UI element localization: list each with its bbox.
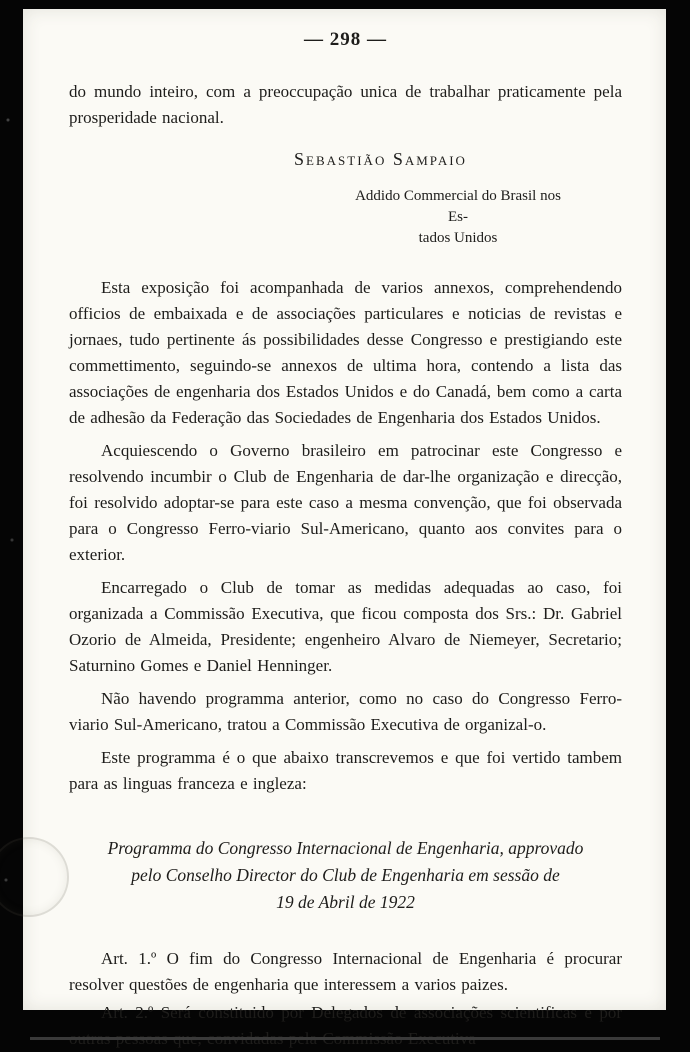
signature-title-line: Addido Commercial do Brasil nos Es-: [355, 188, 561, 225]
page-number: — 298 —: [304, 29, 387, 50]
scan-bottom-line: [30, 1037, 660, 1040]
scan-edge-noise: [0, 0, 23, 1050]
programme-heading-line: Programma do Congresso Internacional de Engenharia, approvado: [107, 838, 584, 858]
paragraph: Este programma é o que abaixo transcrevemos e que foi vertido tambem para as linguas franceza e ingleza:: [69, 748, 622, 793]
signature-title: [354, 186, 562, 249]
article-paragraph: Art. 2.º Será constituido por Delegados de associações scientificas e por: [101, 1003, 622, 1023]
article-paragraph: Art. 1.º O fim do Congresso Internacional de Engenharia é procurar resolver questões de engenharia que interessem a varios paizes.: [69, 949, 622, 995]
signature-name: Sebastião Sampaio: [294, 149, 467, 169]
paragraph-continuation: do mundo inteiro, com a preoccupação unica de trabalhar praticamente pela prosperidade nacional.: [69, 82, 622, 127]
signature-title-line: tados Unidos: [418, 230, 498, 246]
programme-heading-line: pelo Conselho Director do Club de Engenharia em sessão de: [131, 865, 560, 886]
paragraph: Acquiescendo o Governo brasileiro em patrocinar este Congresso e resolvendo incumbir o Club de Engenharia de dar-lhe organização e direcção, foi resolvido adoptar-se para este caso a mesma convenção, que foi observada para o Congresso Ferro-viario Sul-Americano, quanto aos convites para o exterior.: [69, 441, 622, 564]
spacer: [69, 249, 622, 275]
programme-heading: [69, 835, 622, 916]
paragraph: Não havendo programma anterior, como no caso do Congresso Ferro-viario Sul-Americano, tratou a Commissão Executiva de organizal-o.: [69, 689, 622, 734]
paragraph: Encarregado o Club de tomar as medidas adequadas ao caso, foi organizada a Commissão Executiva, que ficou composta dos Srs.: Dr. Gabriel Ozorio de Almeida, Presidente; engenheiro Alvaro de Niemeyer, Secretario; Saturnino Gomes e Daniel Henninger.: [69, 578, 622, 675]
paragraph: Esta exposição foi acompanhada de varios annexos, comprehendendo officios de embaixada e de associações particulares e noticias de revistas e jornaes, tudo pertinente ás possibilidades desse Congresso e prestigiando este commettimento, seguindo-se annexos de ultima hora, contendo a lista das associações de engenharia dos Estados Unidos e do Canadá, bem como a carta de adhesão da Federação das Sociedades de Engenharia dos Estados Unidos.: [69, 278, 622, 427]
scanned-document-page: [23, 9, 666, 1023]
page-content: [23, 9, 666, 1052]
programme-heading-line: 19 de Abril de 1922: [276, 892, 415, 913]
